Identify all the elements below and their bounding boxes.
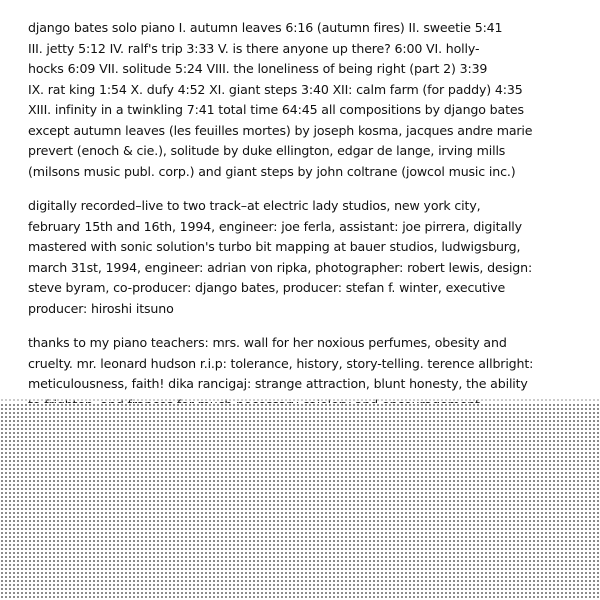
text-line: III. jetty 5:12 IV. ralf's trip 3:33 V. is there anyone up there? 6:00 VI. holly- <box>28 40 480 56</box>
text-line: february 15th and 16th, 1994, engineer: joe ferla, assistant: joe pirrera, digitally <box>28 218 522 234</box>
text-line: thanks to my piano teachers: mrs. wall for her noxious perfumes, obesity and <box>28 335 507 350</box>
text-line: march 31st, 1994, engineer: adrian von ripka, photographer: robert lewis, design: <box>28 259 533 275</box>
text-line: steve byram, co-producer: django bates, producer: stefan f. winter, executive <box>28 280 506 295</box>
tracklist-paragraph <box>28 18 588 182</box>
text-line: prevert (enoch & cie.), solitude by duke ellington, edgar de lange, irving mills <box>28 143 506 158</box>
text-line: cruelty. mr. leonard hudson r.i.p: tolerance, history, story-telling. terence allbright: <box>28 355 534 371</box>
text-line: except autumn leaves (les feuilles mortes) by joseph kosma, jacques andre marie <box>28 122 533 138</box>
text-line: django bates solo piano I. autumn leaves 6:16 (autumn fires) II. sweetie 5:41 <box>28 20 503 35</box>
liner-notes-text <box>28 18 588 464</box>
text-line: IX. rat king 1:54 X. dufy 4:52 XI. giant steps 3:40 XII: calm farm (for paddy) 4:35 <box>28 81 523 97</box>
text-line: XIII. infinity in a twinkling 7:41 total time 64:45 all compositions by django bates <box>28 102 524 117</box>
text-line: mastered with sonic solution's turbo bit mapping at bauer studios, ludwigsburg, <box>28 239 521 254</box>
text-line: meticulousness, faith! dika rancigaj: strange attraction, blunt honesty, the ability <box>28 376 528 391</box>
text-line: hocks 6:09 VII. solitude 5:24 VIII. the loneliness of being right (part 2) 3:39 <box>28 61 488 76</box>
recording-credits-paragraph <box>28 196 588 319</box>
halftone-dot-pattern <box>0 403 600 600</box>
text-line: producer: hiroshi itsuno <box>28 300 174 316</box>
text-line: (milsons music publ. corp.) and giant steps by john coltrane (jowcol music inc.) <box>28 163 516 179</box>
text-line: digitally recorded–live to two track–at electric lady studios, new york city, <box>28 198 481 213</box>
